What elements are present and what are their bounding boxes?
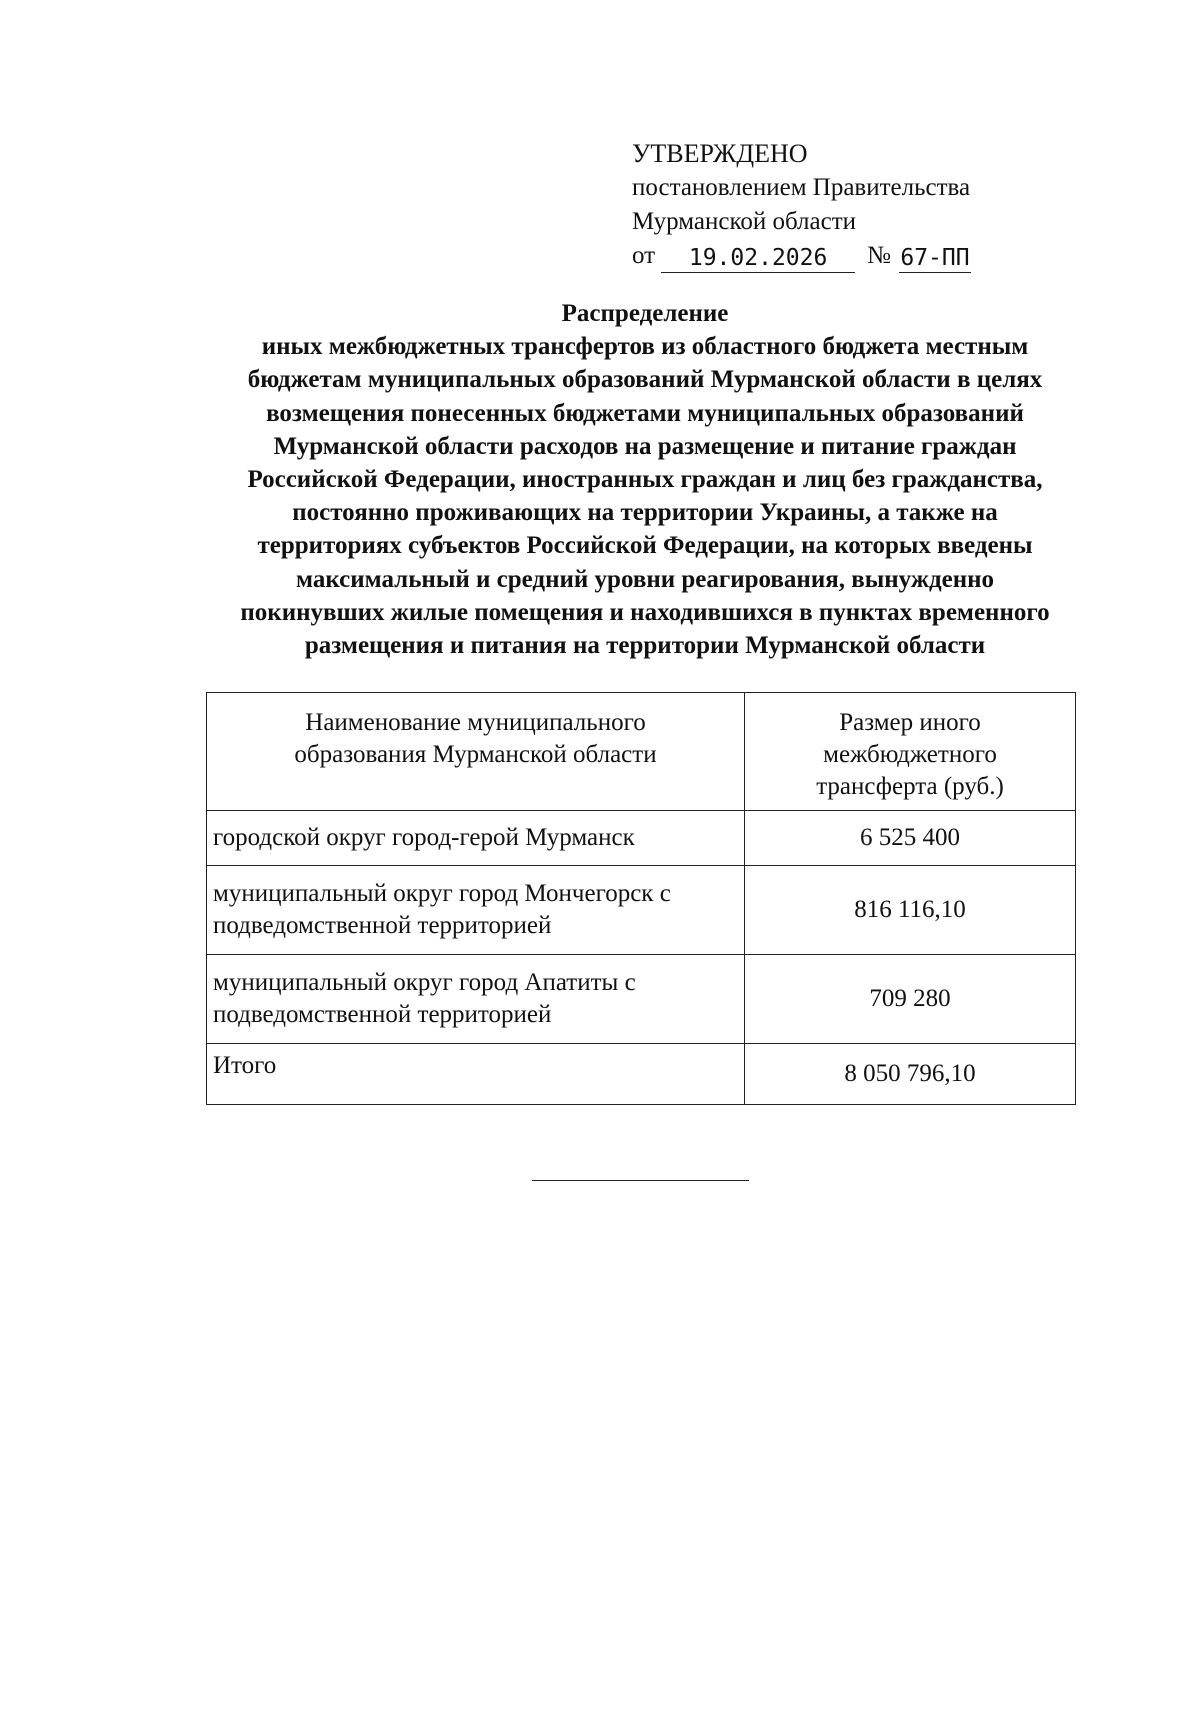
approval-line-2: Мурманской области bbox=[632, 208, 857, 235]
table-header-row bbox=[207, 693, 1076, 811]
total-label: Итого bbox=[207, 1044, 745, 1105]
title-heading: Распределение bbox=[561, 300, 729, 327]
title-line: максимальный и средний уровни реагирования, вынужденно bbox=[295, 565, 995, 593]
title-line: возмещения понесенных бюджетами муниципальных образований bbox=[266, 399, 1024, 427]
column-header-amount-line: трансферта (руб.) bbox=[816, 773, 1004, 800]
title-line: иных межбюджетных трансфертов из областного бюджета местным bbox=[261, 333, 1029, 361]
transfer-amount-cell: 816 116,10 bbox=[745, 866, 1076, 955]
number-sign: № bbox=[867, 242, 891, 269]
title-line: постоянно проживающих на территории Украины, а также на bbox=[292, 499, 998, 527]
title-line: Мурманской области расходов на размещение и питание граждан bbox=[273, 432, 1017, 460]
title-line: территориях субъектов Российской Федерации, на которых введены bbox=[257, 532, 1033, 560]
approval-doc-line bbox=[632, 239, 1072, 273]
municipality-name-continued: подведомственной территорией bbox=[213, 1001, 552, 1028]
title-line: размещения и питания на территории Мурманской области bbox=[304, 632, 986, 660]
column-header-amount-line: межбюджетного bbox=[823, 741, 997, 768]
table-row bbox=[207, 811, 1076, 866]
transfers-table bbox=[206, 692, 1076, 1105]
column-header-name-line: образования Мурманской области bbox=[294, 741, 657, 768]
title-line: покинувших жилые помещения и находившихся в пунктах временного bbox=[240, 598, 1050, 626]
transfer-amount-cell: 6 525 400 bbox=[745, 811, 1076, 866]
end-of-document-rule bbox=[532, 1180, 749, 1181]
municipality-name-cell bbox=[207, 866, 745, 955]
document-number: 67-ПП bbox=[900, 245, 970, 271]
document-title bbox=[160, 297, 1130, 662]
column-header-amount-line: Размер иного bbox=[839, 709, 981, 736]
table-total-row bbox=[207, 1044, 1076, 1105]
column-header-amount bbox=[745, 693, 1076, 811]
title-line: бюджетам муниципальных образований Мурманской области в целях bbox=[247, 366, 1043, 394]
approval-line-1: постановлением Правительства bbox=[632, 174, 971, 201]
transfer-amount-cell: 709 280 bbox=[745, 955, 1076, 1044]
municipality-name: городской округ город-герой Мурманск bbox=[213, 824, 635, 851]
column-header-name-line: Наименование муниципального bbox=[305, 709, 646, 736]
municipality-name: муниципальный округ город Апатиты с bbox=[213, 969, 636, 996]
approval-block bbox=[632, 137, 1072, 273]
municipality-name-continued: подведомственной территорией bbox=[213, 912, 552, 939]
table-row bbox=[207, 866, 1076, 955]
date-prefix: от bbox=[632, 242, 656, 269]
municipality-name: муниципальный округ город Мончегорск с bbox=[213, 880, 671, 907]
table-row bbox=[207, 955, 1076, 1044]
document-date: 19.02.2026 bbox=[661, 244, 855, 273]
title-line: Российской Федерации, иностранных граждан и лиц без гражданства, bbox=[247, 466, 1043, 494]
approval-heading: УТВЕРЖДЕНО bbox=[632, 139, 808, 168]
total-amount: 8 050 796,10 bbox=[745, 1044, 1076, 1105]
column-header-name bbox=[207, 693, 745, 811]
municipality-name-cell bbox=[207, 955, 745, 1044]
municipality-name-cell bbox=[207, 811, 745, 866]
